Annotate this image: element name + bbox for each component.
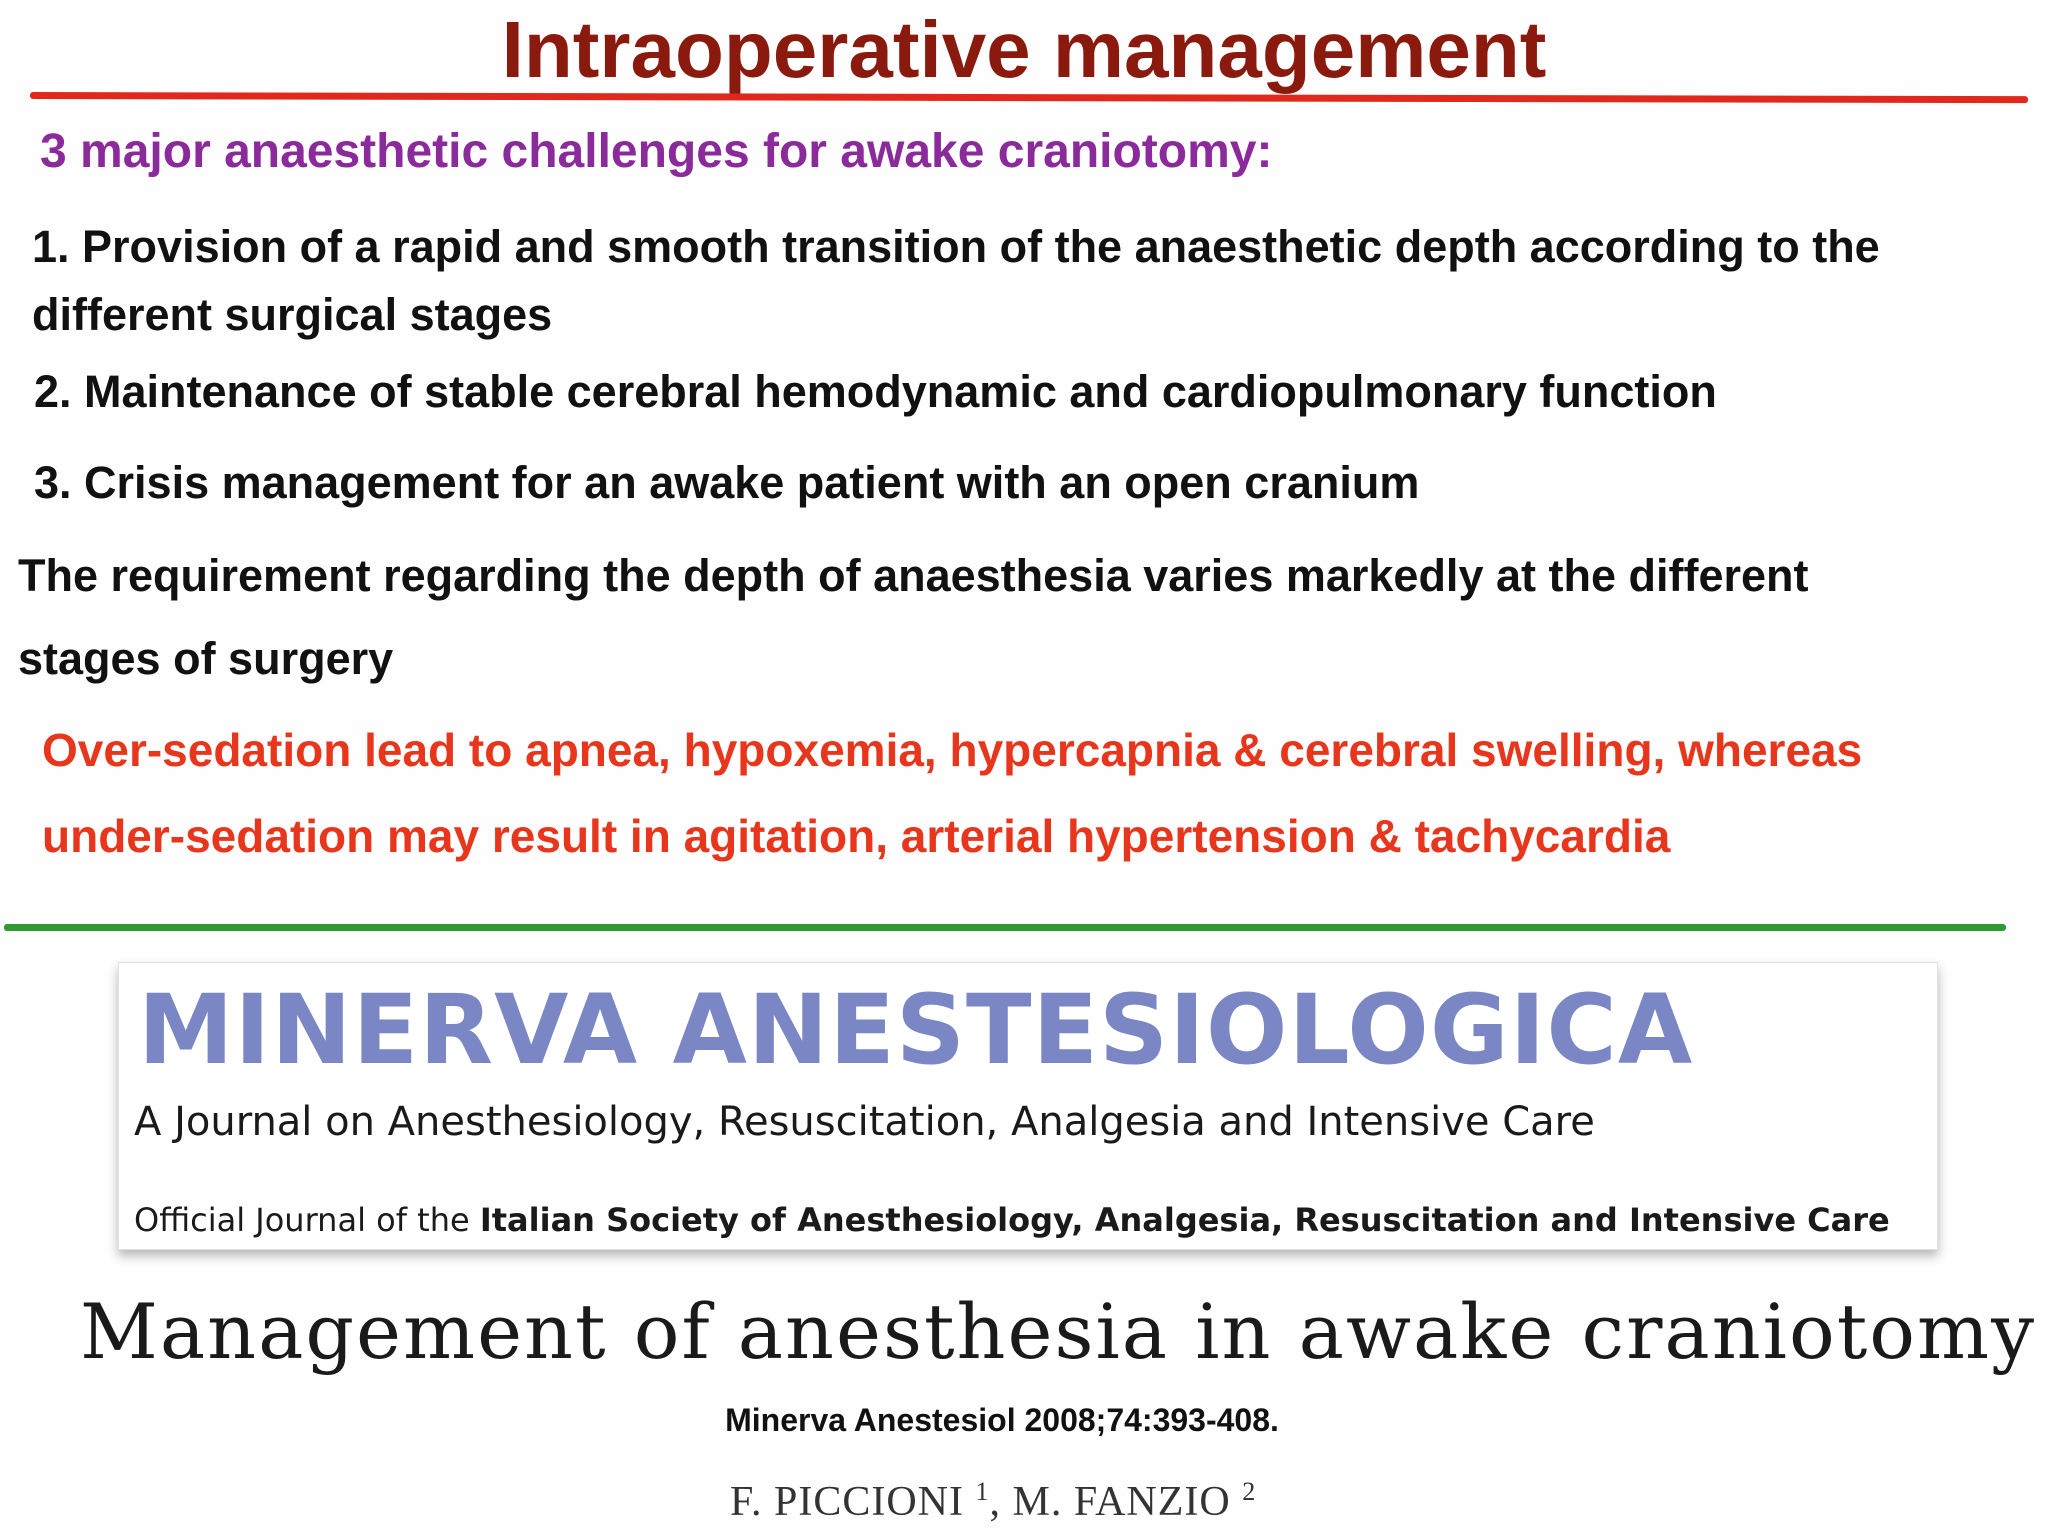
journal-official-line	[134, 1198, 1890, 1242]
official-society: Italian Society of Anesthesiology, Analgesia, Resuscitation and Intensive Care	[479, 1201, 1890, 1239]
author-2-affiliation: 2	[1242, 1477, 1257, 1506]
requirement-line-1: The requirement regarding the depth of anaesthesia varies markedly at the different	[18, 550, 1809, 601]
requirement-line-2: stages of surgery	[18, 633, 394, 684]
section-divider	[4, 924, 2006, 931]
article-authors	[730, 1464, 1256, 1530]
article-citation: Minerva Anestesiol 2008;74:393-408.	[725, 1402, 1279, 1438]
author-1: F. PICCIONI	[730, 1479, 965, 1525]
challenges-heading: 3 major anaesthetic challenges for awake craniotomy:	[40, 125, 1273, 178]
slide-title: Intraoperative management	[501, 5, 1547, 94]
challenge-1-line-2: different surgical stages	[32, 289, 553, 340]
challenge-3: 3. Crisis management for an awake patient with an open cranium	[34, 457, 1420, 508]
journal-name: MINERVA ANESTESIOLOGICA	[138, 974, 1694, 1086]
challenge-2: 2. Maintenance of stable cerebral hemodynamic and cardiopulmonary function	[34, 366, 1717, 417]
official-prefix: Official Journal of the	[134, 1201, 480, 1239]
sedation-warning-line-1: Over-sedation lead to apnea, hypoxemia, hypercapnia & cerebral swelling, whereas	[42, 724, 1863, 776]
author-1-affiliation: 1	[975, 1477, 990, 1506]
journal-subtitle: A Journal on Anesthesiology, Resuscitation, Analgesia and Intensive Care	[134, 1099, 1595, 1145]
author-separator: ,	[989, 1479, 1013, 1525]
author-2: M. FANZIO	[1012, 1479, 1231, 1525]
sedation-warning-line-2: under-sedation may result in agitation, arterial hypertension & tachycardia	[42, 810, 1671, 862]
article-title: Management of anesthesia in awake craniotomy	[80, 1287, 2037, 1376]
challenge-1-line-1: 1. Provision of a rapid and smooth transition of the anaesthetic depth according to the	[32, 221, 1880, 272]
